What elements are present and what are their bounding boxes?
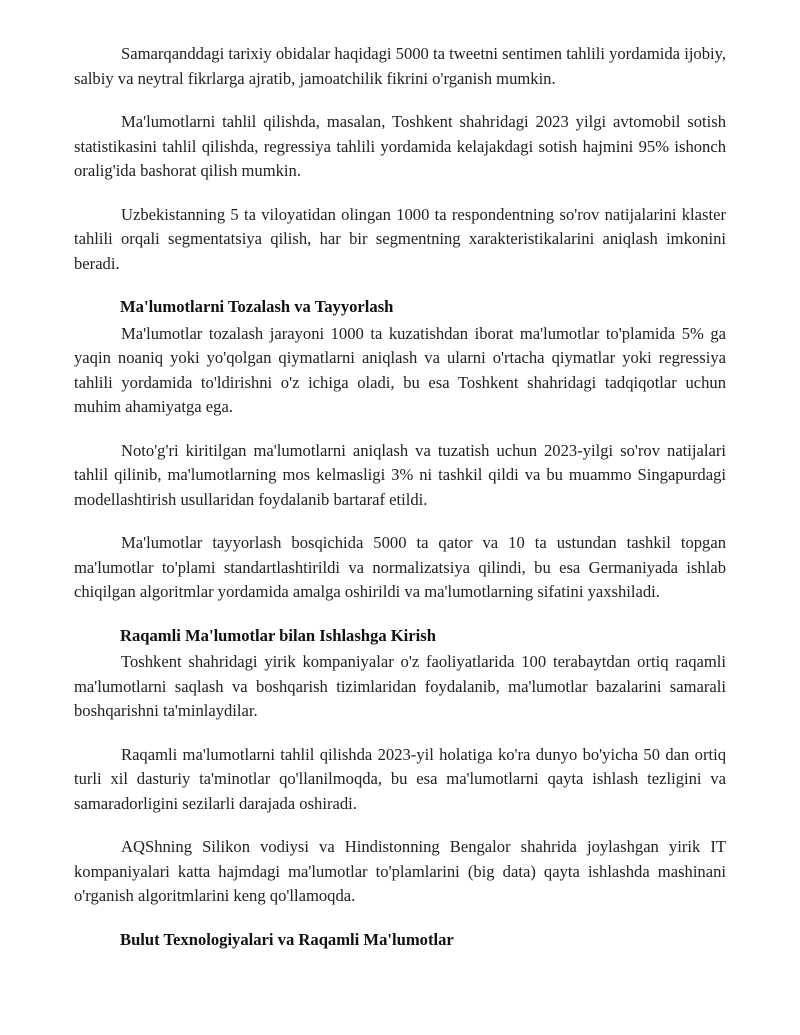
paragraph-regression-forecast: Ma'lumotlarni tahlil qilishda, masalan, Toshkent shahridagi 2023 yilgi avtomobil sotish statistikasini tahlil qilishda, regressiya tahlili yordamida kelajakdagi sotish hajmini 95% ishonch oralig'ida bashorat qilish mumkin. (74, 112, 726, 180)
paragraph-software-usage: Raqamli ma'lumotlarni tahlil qilishda 2023-yil holatiga ko'ra dunyo bo'yicha 50 dan ortiq turli xil dasturiy ta'minotlar qo'llanilmoqda, bu esa ma'lumotlarni qayta ishlash tezligini va samaradorligini sezilarli darajada oshiradi. (74, 744, 726, 813)
document-body (74, 42, 726, 952)
section-heading-data-cleaning: Ma'lumotlarni Tozalash va Tayyorlash (120, 297, 394, 316)
paragraph-tashkent-companies: Toshkent shahridagi yirik kompaniyalar o'z faoliyatlarida 100 terabaytdan ortiq raqamli ma'lumotlarni saqlash va boshqarish tizimlaridan foydalanib, ma'lumotlar bazalarini samarali boshqarishni ta'minlaydilar. (74, 652, 726, 720)
paragraph-error-correction: Noto'g'ri kiritilgan ma'lumotlarni aniqlash va tuzatish uchun 2023-yilgi so'rov natijalari tahlil qilinib, ma'lumotlarning mos kelmasligi 3% ni tashkil qildi va bu muammo Singapurdagi modellashtirish usullaridan foydalanib bartaraf etildi. (74, 440, 726, 509)
paragraph-data-cleaning: Ma'lumotlar tozalash jarayoni 1000 ta kuzatishdan iborat ma'lumotlar to'plamida 5% ga yaqin noaniq yoki yo'qolgan qiymatlarni aniqlash va ularni o'rtacha qiymatlar yoki regressiya tahlili yordamida to'ldirishni o'z ichiga oladi, bu esa Toshkent shahridagi tadqiqotlar uchun muhim ahamiyatga ega. (74, 323, 726, 416)
section-heading-digital-data: Raqamli Ma'lumotlar bilan Ishlashga Kirish (120, 625, 436, 645)
paragraph-samarqand-tweets: Samarqanddagi tarixiy obidalar haqidagi 5000 ta tweetni sentimen tahlili yordamida ijobiy, salbiy va neytral fikrlarga ajratib, jamoatchilik fikrini o'rganish mumkin. (74, 44, 726, 88)
section-heading-cloud-technologies: Bulut Texnologiyalari va Raqamli Ma'lumotlar (120, 929, 454, 949)
paragraph-cluster-analysis: Uzbekistanning 5 ta viloyatidan olingan 1000 ta respondentning so'rov natijalarini klaster tahlili orqali segmentatsiya qilish, har bir segmentning xarakteristikalarini aniqlash imkonini beradi. (74, 204, 726, 273)
paragraph-data-preparation: Ma'lumotlar tayyorlash bosqichida 5000 ta qator va 10 ta ustundan tashkil topgan ma'lumotlar to'plami standartlashtirildi va normalizatsiya qilindi, bu esa Germaniyada ishlab chiqilgan algoritmlar yordamida amalga oshirildi va ma'lumotlarning sifatini yaxshiladi. (74, 533, 726, 601)
paragraph-big-data-ml: AQShning Silikon vodiysi va Hindistonning Bengalor shahrida joylashgan yirik IT kompaniyalari katta hajmdagi ma'lumotlar to'plamlarini (big data) qayta ishlashda mashinani o'rganish algoritmlarini keng qo'llamoqda. (74, 837, 726, 905)
